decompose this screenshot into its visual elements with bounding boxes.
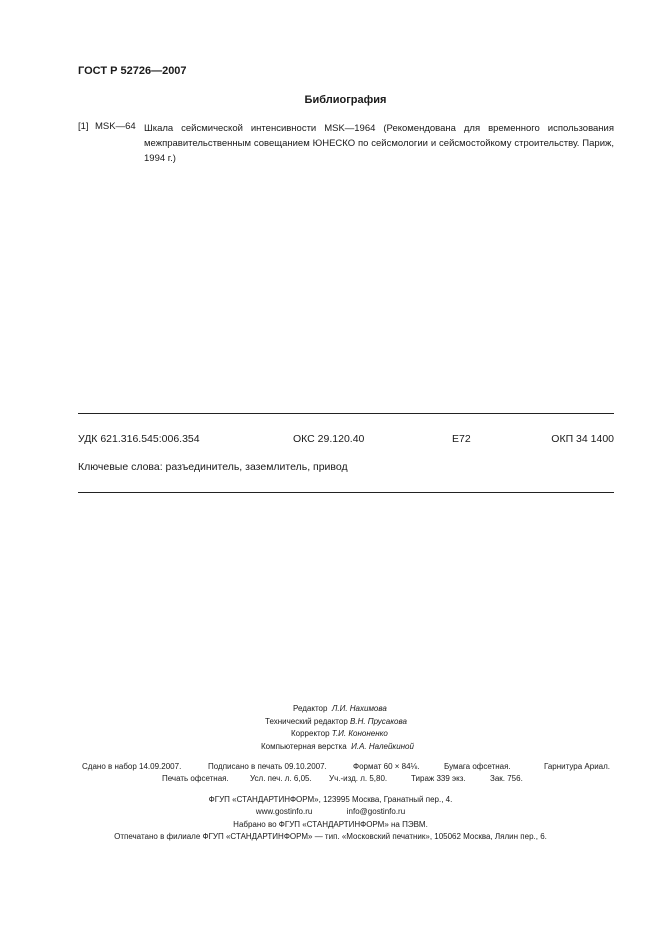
bibliography-entry-number: [1] bbox=[78, 121, 89, 132]
paper: Бумага офсетная. bbox=[444, 762, 511, 771]
layout-label: Компьютерная верстка bbox=[261, 741, 347, 751]
order-number: Зак. 756. bbox=[490, 774, 523, 783]
layout-name: И.А. Налейкиной bbox=[351, 741, 414, 751]
editor-line bbox=[293, 703, 387, 716]
printed-note: Отпечатано в филиале ФГУП «СТАНДАРТИНФОРМ» — тип. «Московский печатник», 105062 Москва, Лялин пер., 6. bbox=[114, 831, 547, 841]
corrector-name: Т.И. Кононенко bbox=[331, 729, 388, 738]
divider-bottom bbox=[78, 492, 614, 493]
udc-code: УДК 621.316.545:006.354 bbox=[78, 433, 200, 445]
signed-date: Подписано в печать 09.10.2007. bbox=[208, 762, 327, 771]
layout-line bbox=[261, 741, 414, 754]
bibliography-title bbox=[0, 94, 661, 106]
font-info: Гарнитура Ариал. bbox=[543, 762, 610, 771]
tech-editor-label: Технический редактор bbox=[265, 716, 348, 726]
bibliography-entry-text: Шкала сейсмической интенсивности MSK—1964 (Рекомендована для временного использования межправительственным совещанием ЮНЕСКО по сейсмологии и сейсмостойкому строительству. Париж, 1994 г.) bbox=[144, 123, 614, 164]
corrector-line bbox=[291, 728, 388, 741]
publisher-email[interactable]: info@gostinfo.ru bbox=[346, 807, 406, 817]
print-run: Тираж 339 экз. bbox=[411, 774, 466, 783]
publisher-info bbox=[0, 794, 661, 843]
editor-name: Л.И. Нахимова bbox=[331, 704, 387, 713]
publication-sheets: Уч.-изд. л. 5,80. bbox=[329, 774, 388, 783]
standard-code: ГОСТ Р 52726—2007 bbox=[78, 65, 187, 77]
submitted-date: Сдано в набор 14.09.2007. bbox=[82, 762, 182, 771]
editor-label: Редактор bbox=[293, 704, 328, 713]
tech-editor-line bbox=[265, 716, 407, 729]
group-code: Е72 bbox=[452, 433, 471, 445]
bibliography-title-text: Библиография bbox=[304, 94, 387, 106]
okp-code: ОКП 34 1400 bbox=[551, 433, 614, 445]
tech-editor-name: В.Н. Прусакова bbox=[350, 716, 407, 726]
corrector-label: Корректор bbox=[291, 729, 330, 738]
typeset-note: Набрано во ФГУП «СТАНДАРТИНФОРМ» на ПЭВМ. bbox=[233, 819, 428, 829]
publisher-website[interactable]: www.gostinfo.ru bbox=[255, 807, 313, 817]
bibliography-entry-code: MSK—64 bbox=[95, 121, 136, 132]
format: Формат 60 × 84⅛. bbox=[353, 762, 420, 771]
divider-top bbox=[78, 413, 614, 414]
keywords: Ключевые слова: разъединитель, заземлитель, привод bbox=[78, 461, 348, 473]
printing-method: Печать офсетная. bbox=[162, 774, 229, 783]
publisher-address: ФГУП «СТАНДАРТИНФОРМ», 123995 Москва, Гранатный пер., 4. bbox=[208, 795, 453, 804]
publisher-contacts bbox=[0, 806, 661, 818]
print-sheets: Усл. печ. л. 6,05. bbox=[250, 774, 312, 783]
oks-code: ОКС 29.120.40 bbox=[293, 433, 365, 445]
